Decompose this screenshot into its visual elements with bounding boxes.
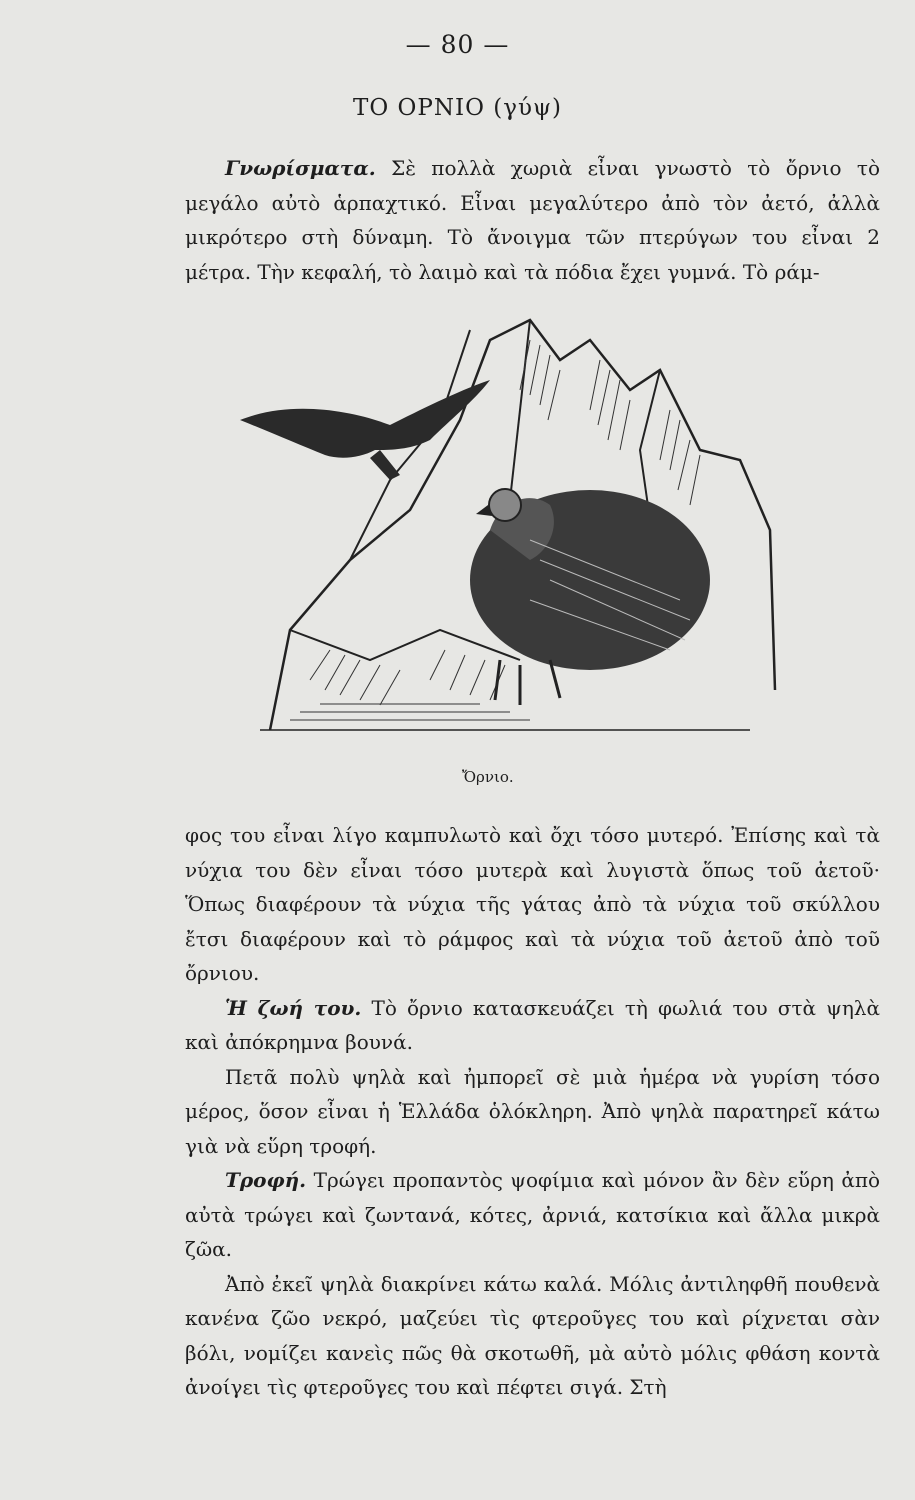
main-text — [185, 818, 880, 1405]
page-number: — 80 — — [405, 30, 510, 59]
life-paragraph — [185, 991, 880, 1060]
food-text: Τρώγει προπαντὸς ψοφίμια καὶ μόνον ἂν δὲν εὕρη ἀπὸ αὐτὰ τρώγει καὶ ζωντανά, κότες, ἀρνιά, κατσίκια καὶ ἄλλα μικρὰ ζῶα. — [185, 1168, 881, 1261]
intro-paragraph — [185, 151, 880, 289]
section-heading-food: Τροφή. — [225, 1168, 307, 1192]
figure-caption: Ὄρνιο. — [462, 768, 514, 786]
section-heading-features: Γνωρίσματα. — [225, 156, 376, 180]
flight-paragraph: Πετᾶ πολὺ ψηλὰ καὶ ἠμπορεῖ σὲ μιὰ ἡμέρα νὰ γυρίση τόσο μέρος, ὅσον εἶναι ἡ Ἑλλάδα ὁλόκληρη. Ἀπὸ ψηλὰ παρατηρεῖ κάτω γιὰ νὰ εὕρη τροφή. — [185, 1064, 880, 1158]
continuation-paragraph: φος του εἶναι λίγο καμπυλωτὸ καὶ ὄχι τόσο μυτερό. Ἐπίσης καὶ τὰ νύχια του δὲν εἶναι τόσο μυτερὰ καὶ λυγιστὰ ὅπως τοῦ ἀετοῦ· Ὅπως διαφέρουν τὰ νύχια τῆς γάτας ἀπὸ τὰ νύχια τοῦ σκύλλου ἔτσι διαφέρουν καὶ τὸ ράμφος καὶ τὰ νύχια τοῦ ἀετοῦ ἀπὸ τοῦ ὄρνιου. — [185, 823, 880, 985]
food-paragraph — [185, 1163, 880, 1267]
chapter-title: ΤΟ ΟΡΝΙΟ (γύψ) — [353, 95, 562, 121]
intro-text: Σὲ πολλὰ χωριὰ εἶναι γνωστὸ τὸ ὄρνιο τὸ μεγάλο αὐτὸ ἁρπαχτικό. Εἶναι μεγαλύτερο ἀπὸ τὸν ἀετό, ἀλλὰ μικρότερο στὴ δύναμη. Τὸ ἄνοιγμα τῶν πτερύγων του εἶναι 2 μέτρα. Τὴν κεφαλή, τὸ λαιμὸ καὶ τὰ πόδια ἔχει γυμνά. Τὸ ράμ- — [185, 156, 881, 284]
intro-section — [185, 151, 880, 289]
section-heading-life: Ἡ ζωή του. — [225, 995, 362, 1020]
hunting-paragraph: Ἀπὸ ἐκεῖ ψηλὰ διακρίνει κάτω καλά. Μόλις ἀντιληφθῆ πουθενὰ κανένα ζῶο νεκρό, μαζεύει τὶς φτεροῦγες του καὶ ρίχνεται σὰν βόλι, νομίζει κανεὶς πῶς θὰ σκοτωθῆ, μὰ αὐτὸ μόλις φθάση κοντὰ ἀνοίγει τὶς φτεροῦγες του καὶ πέφτει σιγά. Στὴ — [185, 1271, 880, 1399]
life-text: Τὸ ὄρνιο κατασκευάζει τὴ φωλιά του στὰ ψηλὰ καὶ ἀπόκρημνα βουνά. — [185, 995, 880, 1054]
vulture-illustration-icon — [230, 300, 790, 770]
